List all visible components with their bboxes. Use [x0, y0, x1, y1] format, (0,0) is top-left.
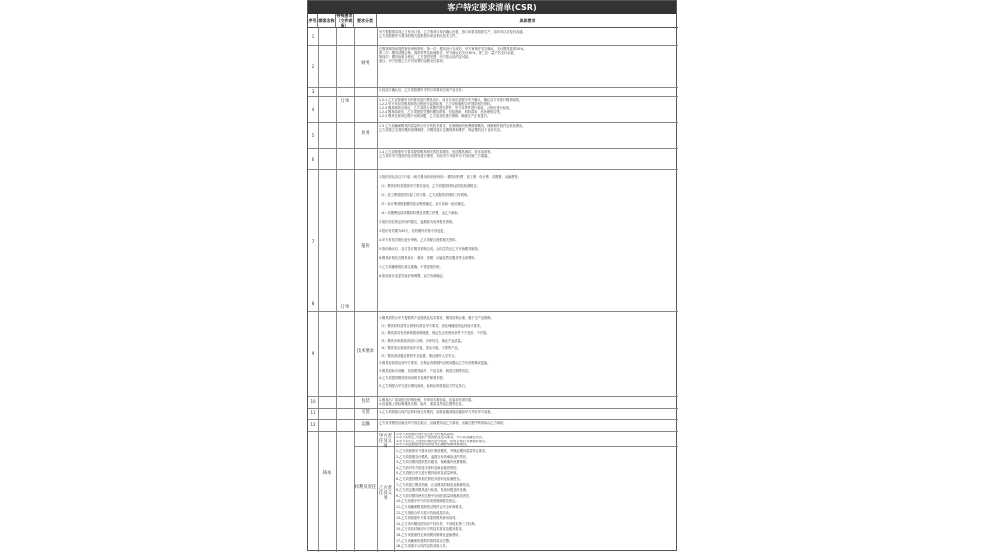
- grid-line: [308, 96, 678, 97]
- header-special: 特殊要求（文件或条）: [336, 13, 353, 28]
- sheet-title: 客户特定要求清单(CSR): [308, 1, 676, 14]
- row-number: 5: [311, 133, 315, 138]
- row-number: 4: [311, 107, 315, 112]
- detail-party-b: 1.乙方须按照甲方要求设计制造模具，并保证模具质量符合要求。 2.乙方须按期交付模具，逾期交付须承担违约责任。 3.乙方须对模具提供售后服务，保修期内免费维修。 4.乙方须对甲方的技术资料及商业秘密保密。 5.乙方须配合甲方进行模具验收及质量审核。 6.乙方须提供模具相关的技术资料及检测报告。 7.乙方须建立模具档案，记录模具的制造及维修信息。 8.乙方须定期对模具进行检查，发现问题及时处理。 9.乙方须对模具使用过程中出现的质量问题承担责任。 10.乙方须遵守甲方的各项管理制度及规定。 11.乙方须确保模具制造过程符合安全环保要求。 12.乙方须配合甲方进行持续改进活动。 13.乙方须按照甲方要求提供模具使用培训。 14.乙方须对模具的知识产权负责，不得侵犯第三方权利。 15.乙方须及时响应甲方的技术需求及服务要求。 16.乙方须按照约定承担模具维修及更换费用。 17.乙方须确保所提供的资料真实完整。 18.乙方须遵守合同约定的其他义务。: [396, 449, 489, 549]
- row-number: 1: [311, 34, 315, 39]
- grid-line: [336, 28, 337, 552]
- label-rights: 权利及责任: [354, 485, 377, 490]
- row-number: 10: [310, 399, 316, 404]
- row-number: 2: [311, 64, 315, 69]
- label-customer: 铸本: [322, 471, 332, 476]
- header-seq: 序号: [308, 14, 318, 28]
- grid-line: [308, 122, 678, 123]
- detail-row-6: 1.4 乙方须按照甲方要求提供模具相关的技术服务，包括模具调试、技术培训等。 乙方须对甲方提供的技术资料进行保密，未经甲方书面许可不得向第三方泄露。: [379, 150, 494, 159]
- row-number: 11: [310, 410, 316, 415]
- row-number: 8: [311, 301, 315, 306]
- label-ship: 运输: [361, 422, 370, 427]
- label-order: 订单: [340, 99, 350, 104]
- detail-row-2: 在模具制造前提供报价审核资料，第一次：模具设计完成后，甲方审核并签字确认，支付模具款的30%。 第二次：模具试模合格，提供样件及检测报告，甲方确认后支付30%。第三次：量产后支付余款。 第四次：模具验收合格后，乙方提供发票，甲方按合同约定付款。 备注：甲方依据乙方开具发票的金额支付款项。: [379, 47, 527, 64]
- detail-row-10: 1.模具出厂前须进行防锈处理，并采用木箱包装，包装须牢固可靠。 2.包装箱上须标明模具名称、编号、重量及吊装位置等信息。: [379, 398, 475, 407]
- grid-line: [354, 446, 678, 447]
- header-category: 要求分类: [354, 14, 377, 28]
- row-number: 9: [311, 351, 315, 356]
- row-number: 7: [311, 239, 315, 244]
- detail-row-12: 乙方负责模具运输至甲方指定地点，运输费用由乙方承担，运输过程中的风险由乙方承担。: [379, 421, 507, 425]
- grid-line: [308, 169, 678, 170]
- label-finance: 财务: [361, 61, 370, 66]
- csr-sheet: [307, 0, 677, 551]
- detail-row-5: 1.3 乙方须确保模具的质量符合甲方的技术要求，在保修期内免费维修模具，保修期外按约定收取费用。 乙方须建立完善的模具管理制度，对模具进行定期保养和维护，保证模具处于良好状态。: [379, 124, 526, 133]
- detail-row-7: 1.报价须包含以下内容（相关费用须单独列明）：模具材料费、加工费、设计费、试模费、运输费等。 （1）模具材料须按照甲方要求选用，乙方须提供材料证明及检测报告。 （2）加工费须按照实际工时计算，乙方须提供详细的工时明细。 （3）设计费须根据模具复杂程度确定，双方协商一致后确定。 （4）试模费包括试模材料费及试模工时费，由乙方承担。 2.报价须在规定时间内提交，逾期视为放弃报价资格。 3.报价有效期为90天，有效期内价格不得变更。 4.甲方有权对报价进行审核，乙方须配合提供相关资料。 5.报价确认后，双方签订模具采购合同，合同生效后乙方开始模具制造。 6.模具价格包含模具设计、制造、试模、运输及售后服务等全部费用。 7.乙方须确保报价真实准确，不得虚报价格。 8.如因设计变更导致价格调整，双方协商确定。: [379, 175, 521, 278]
- detail-party-a: 1.甲方须按照合同约定及时支付模具款项。 2.甲方须向乙方提供产品图纸及技术要求，并对其准确性负责。 3.甲方须对乙方提供的模具进行验收，验收合格后签署验收报告。 4.甲方须按照模具使用说明书正确使用和保养模具。: [396, 433, 489, 446]
- grid-line: [308, 408, 678, 409]
- grid-line: [394, 431, 395, 552]
- detail-row-11: 1.乙方须按照合同约定的时间交付模具，如需延期须提前通知甲方并经甲方同意。: [379, 410, 494, 414]
- grid-line: [308, 431, 678, 432]
- row-number: 3: [311, 89, 315, 94]
- grid-line: [354, 28, 355, 552]
- detail-row-9: 1.模具须符合甲方提供的产品图纸及技术要求，模具结构合理，便于生产及维修。 （1）模具材料须符合国家标准及甲方要求，热处理硬度须达到设计要求。 （2）模具须具有足够的强度和刚度，保证在正常使用条件下不变形、不开裂。 （3）模具冷却系统须设计合理，冷却均匀，保证产品质量。 （4）模具顶出系统须动作可靠，顶出平稳，不损伤产品。 （5）模具须设置必要的安全装置，保证操作人员安全。 2.模具寿命须达到甲方要求，在保证寿命期内出现问题由乙方负责维修或更换。 3.模具须标识清晰，包括模具编号、产品名称、制造日期等信息。 4.乙方须提供模具使用说明书及维护保养手册。 5.乙方须配合甲方进行模具验收，验收标准按照双方约定执行。: [379, 316, 494, 388]
- grid-line: [308, 396, 678, 397]
- header-customer: 顾客名称: [318, 14, 336, 28]
- label-party-a: 甲方责任及义务: [379, 434, 392, 449]
- grid-line: [377, 28, 378, 552]
- grid-line: [308, 311, 678, 312]
- header-detail: 具体要求: [377, 14, 678, 28]
- grid-line: [308, 45, 678, 46]
- label-quote: 报价: [361, 244, 370, 249]
- detail-row-1: 甲方根据需求向乙方发出订单，乙方收到订单后确认回复，按订单要求组织生产，如有异议应及时沟通。 乙方须按照甲方要求的格式提供报价单及相关技术文件。: [379, 30, 526, 39]
- detail-row-3: 1.经双方确认后，乙方须按照甲方的订单要求完成产品交付。: [379, 88, 465, 92]
- label-delivery: 交货: [361, 410, 370, 415]
- grid-line: [308, 148, 678, 149]
- row-number: 6: [311, 157, 315, 162]
- label-tech: 技术要求: [356, 349, 375, 354]
- detail-row-4: 1.2.1 乙方应按照甲方的要求进行模具设计，设计完成后须提交甲方确认，确认后方可进行模具制造。 1.2.2 甲方有权对模具制造过程进行监督检查，乙方应积极配合并提供相关资料。 1.2.3 模具制造完成后，乙方须进行试模并提交样件，甲方对样件进行检验，合格后进行验收。 1.2.4 模具验收后，乙方须提供完整的模具资料，包括图纸、材料清单、热处理报告等。 1.2.5 模具在使用过程中出现问题，乙方须及时进行维修，确保生产正常进行。: [379, 98, 522, 119]
- grid-line: [308, 419, 678, 420]
- row-number: 12: [310, 422, 316, 427]
- label-business: 业务: [361, 131, 370, 136]
- label-pack: 包装: [361, 399, 370, 404]
- label-order-2: 订单: [340, 305, 350, 310]
- label-party-b: 乙方责任及义务: [379, 486, 392, 501]
